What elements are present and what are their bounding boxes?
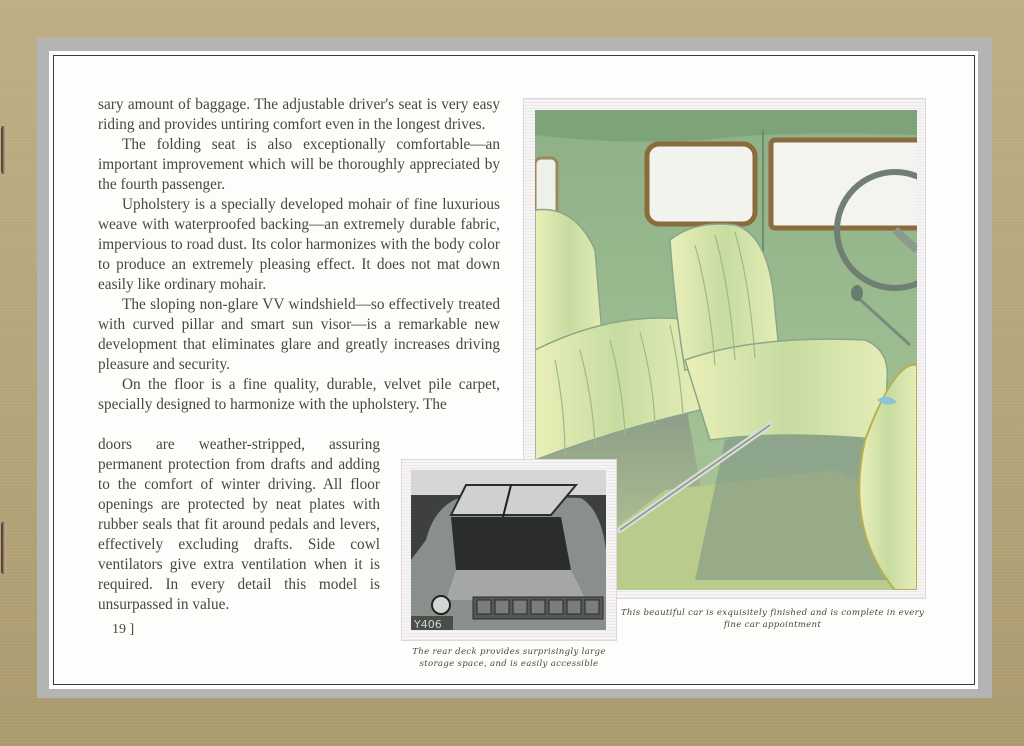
body-text-column <box>98 95 500 415</box>
paragraph-doors: doors are weather-stripped, assuring permanent protection from drafts and adding to the comfort of winter driving. All floor openings are protected by neat plates with rubber seals that fit around pedals and levers, effectively excluding drafts. Side cowl ventilators give extra ventilation when it is required. In every detail this model is unsurpassed in value. <box>98 436 380 613</box>
paragraph-folding-seat: The folding seat is also exceptionally comfortable—an important improvement which will be thoroughly appreciated by the fourth passenger. <box>98 136 500 193</box>
page-number: 19 ] <box>112 622 135 637</box>
rear-deck-photo <box>411 470 606 630</box>
license-plate-text: Y406 <box>414 618 442 630</box>
paragraph-carpet: On the floor is a fine quality, durable, velvet pile carpet, specially designed to harmonize with the upholstery. The <box>98 376 500 413</box>
binding-staple-bottom <box>1 522 6 574</box>
binding-staple-top <box>1 126 6 174</box>
rear-deck-art <box>411 470 606 630</box>
body-text-narrow <box>98 435 380 615</box>
paragraph-upholstery: Upholstery is a specially developed mohair of fine luxurious weave with waterproofed backing—an extremely durable fabric, impervious to road dust. Its color harmonizes with the body color to produce an extremely pleasing effect. It does not mat down easily like ordinary mohair. <box>98 196 500 293</box>
paragraph-windshield: The sloping non-glare VV windshield—so effectively treated with curved pillar and smart sun visor—is a remarkable new development that eliminates glare and greatly increases driving pleasure and security. <box>98 296 500 373</box>
interior-caption: This beautiful car is exquisitely finished and is complete in every fine car appointment <box>620 608 925 630</box>
rear-deck-caption: The rear deck provides surprisingly large storage space, and is easily accessible <box>412 647 606 669</box>
paragraph-baggage: sary amount of baggage. The adjustable driver's seat is very easy riding and provides untiring comfort even in the longest drives. <box>98 96 500 133</box>
